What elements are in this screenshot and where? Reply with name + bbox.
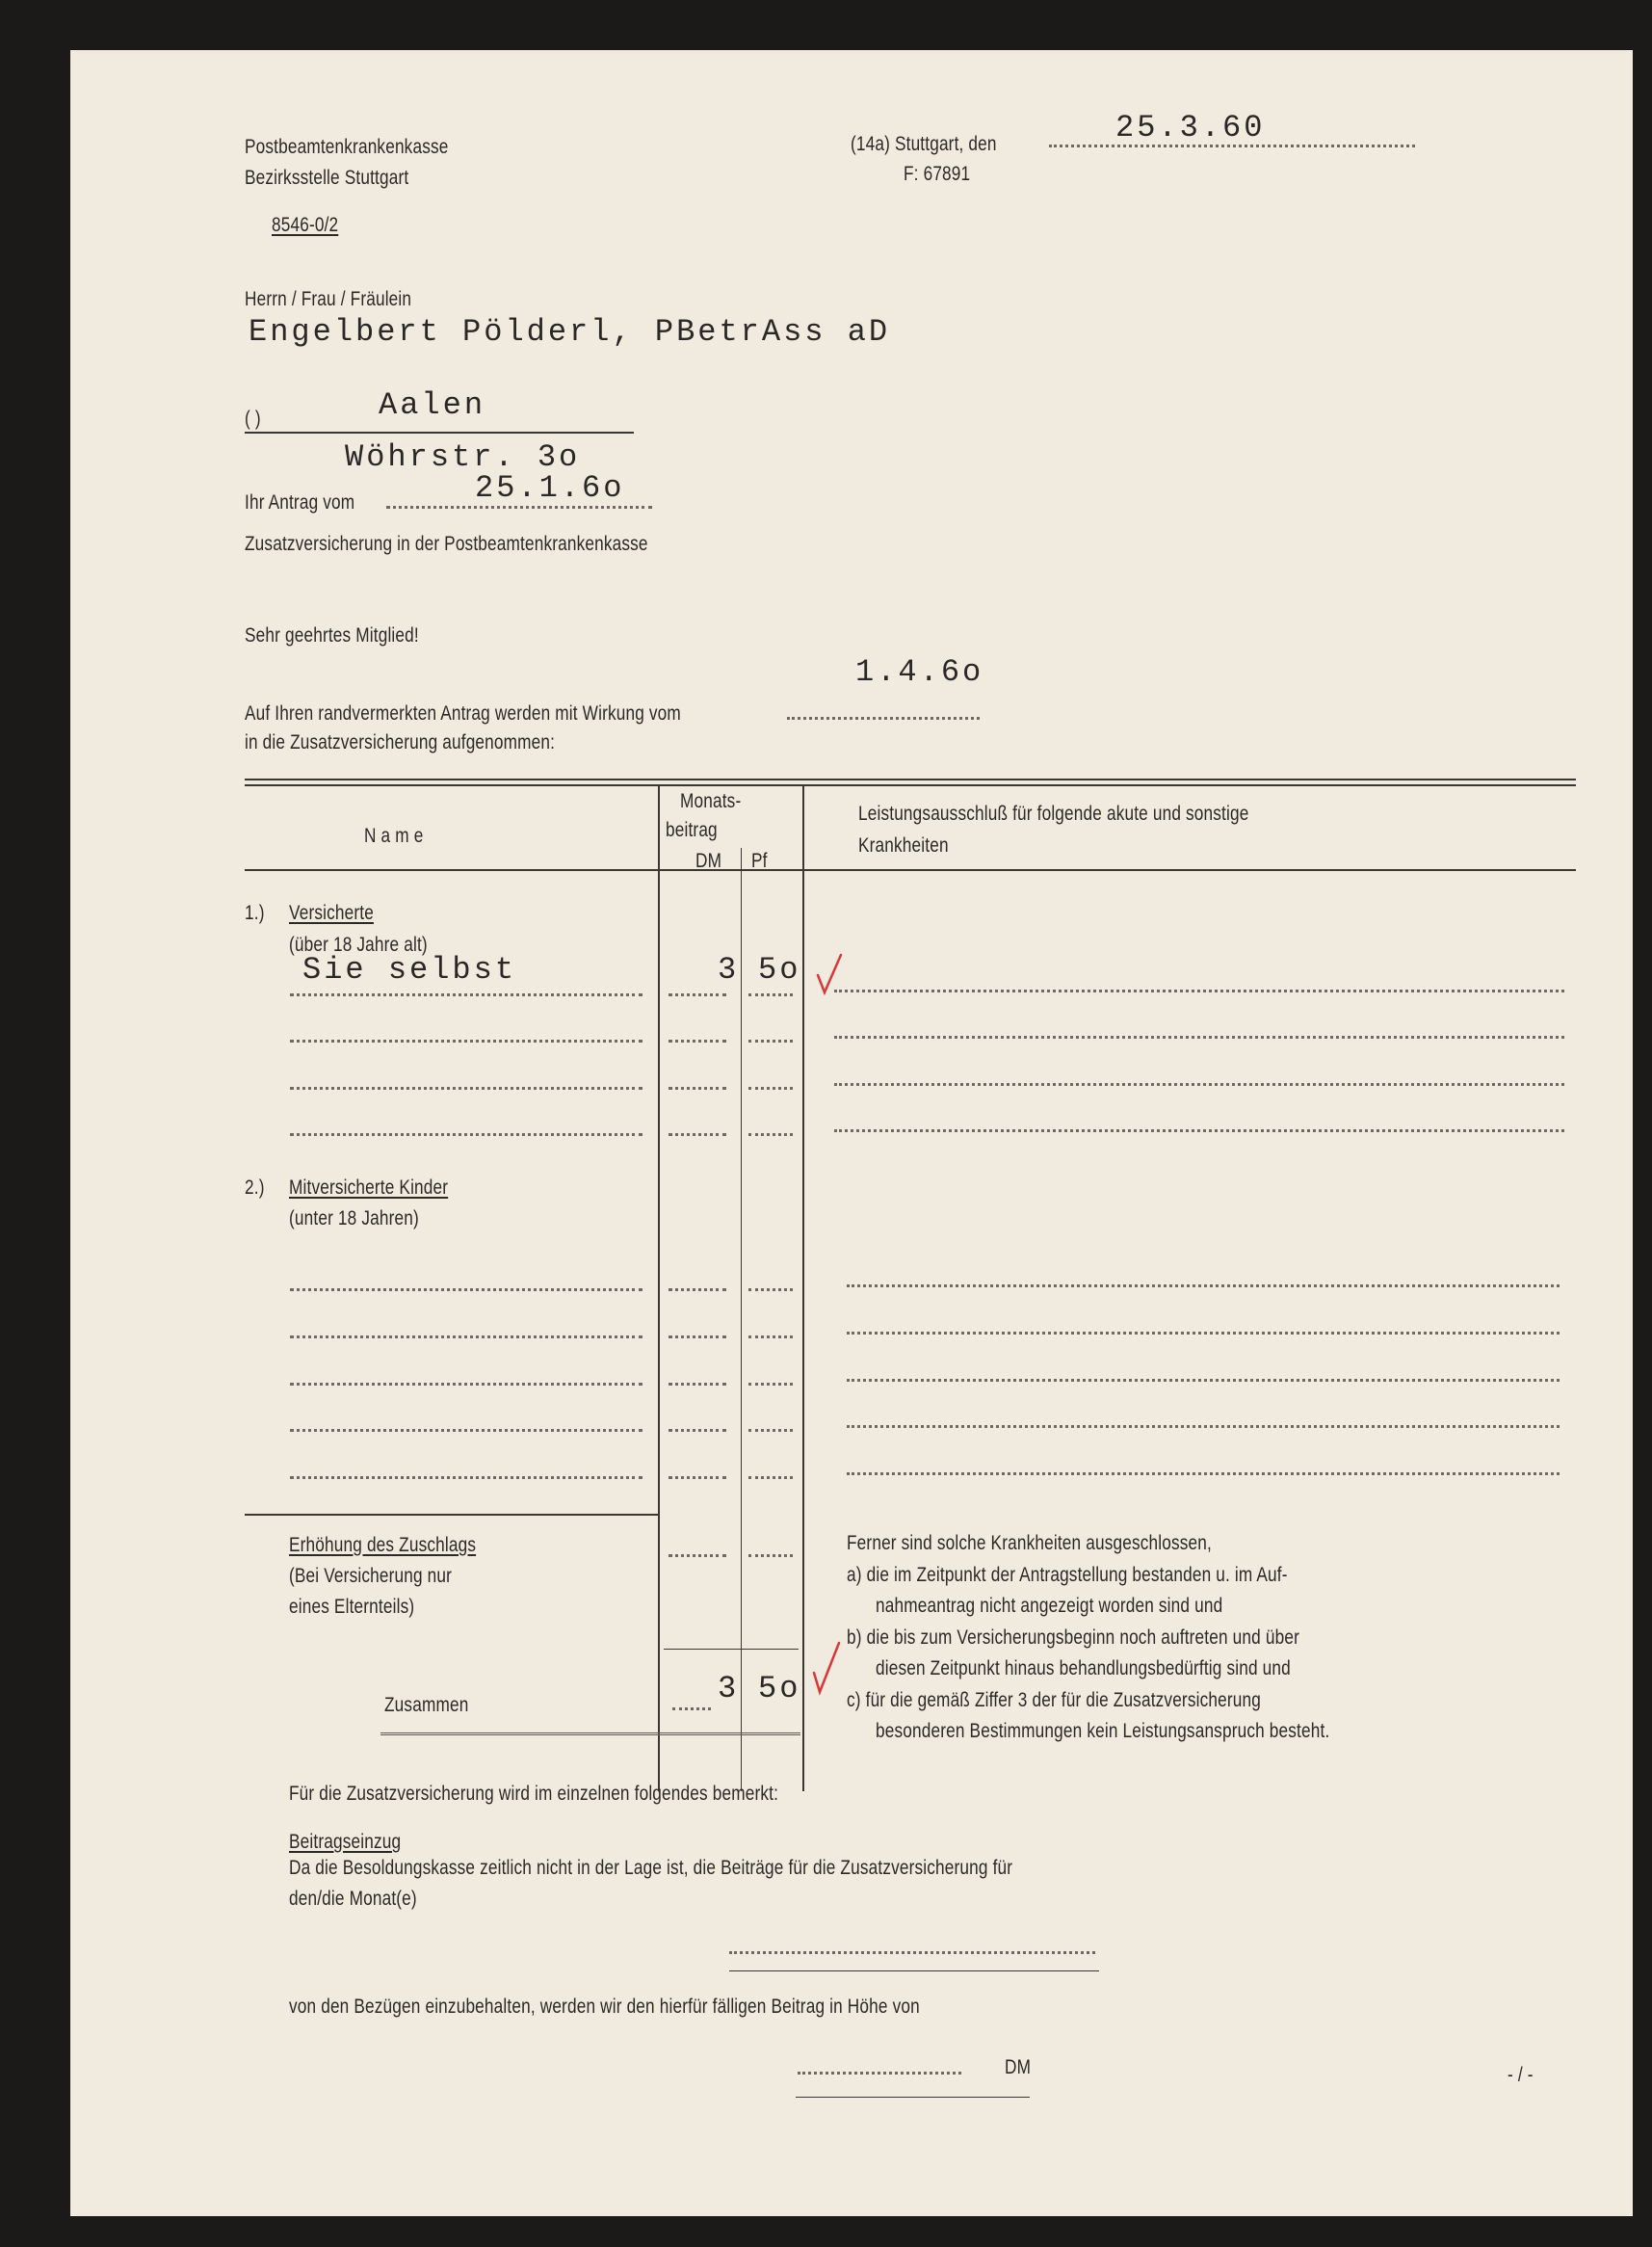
subject-line: Zusatzversicherung in der Postbeamtenkrankenkasse: [245, 533, 648, 555]
col-divider-dm-pf: [741, 848, 742, 1791]
months-dotted-line: [729, 1951, 1095, 1954]
exclusion-line-3: [834, 1083, 1564, 1086]
table-top-rule: [245, 779, 1576, 780]
place-label: (14a) Stuttgart, den: [851, 133, 997, 155]
reference-number: 8546-0/2: [272, 214, 339, 236]
child-dm-line-4: [669, 1429, 726, 1432]
child-name-line-5: [290, 1476, 642, 1479]
surcharge-label-2: (Bei Versicherung nur: [289, 1565, 453, 1587]
insured-dm: 3: [718, 952, 740, 988]
col-monthly-header-2: beitrag: [666, 819, 718, 841]
letter-date: 25.3.60: [1115, 110, 1266, 145]
child-exclusion-line-2: [847, 1332, 1560, 1335]
total-double-rule: [380, 1732, 800, 1735]
col-exclusion-header-1: Leistungsausschluß für folgende akute und sonstige: [858, 803, 1249, 825]
name-line-3: [290, 1087, 642, 1090]
exclusion-text-2: a) die im Zeitpunkt der Antragstellung bestanden u. im Auf-: [847, 1564, 1288, 1586]
section1-title: Versicherte: [289, 902, 374, 924]
section2-note: (unter 18 Jahren): [289, 1207, 419, 1229]
col-name-header: N a m e: [364, 825, 424, 847]
org-name: Postbeamtenkrankenkasse: [245, 136, 449, 158]
child-pf-line-4: [748, 1429, 793, 1432]
table-top-rule-2: [245, 784, 1576, 786]
amount-underline: [796, 2097, 1030, 2098]
child-exclusion-line-5: [847, 1472, 1560, 1475]
amount-dotted-line: [798, 2072, 961, 2075]
child-dm-line-2: [669, 1335, 726, 1338]
dm-line-3: [669, 1087, 726, 1090]
dm-line-1: [669, 993, 726, 996]
exclusion-line-4: [834, 1129, 1564, 1132]
months-underline: [729, 1970, 1099, 1971]
dm-line-2: [669, 1040, 726, 1043]
child-exclusion-line-1: [847, 1284, 1560, 1287]
section2-number: 2.): [245, 1176, 265, 1199]
postal-code-bracket: ( ): [245, 408, 261, 430]
name-line-4: [290, 1133, 642, 1136]
total-pf: 5o: [758, 1671, 801, 1706]
total-dm: 3: [718, 1671, 740, 1706]
exclusion-text-6: c) für die gemäß Ziffer 3 der für die Zusatzversicherung: [847, 1689, 1261, 1711]
section2-title: Mitversicherte Kinder: [289, 1176, 449, 1199]
application-date: 25.1.6o: [475, 470, 625, 506]
phone-number: F: 67891: [904, 163, 971, 185]
recipient-city: Aalen: [379, 387, 486, 423]
insured-name: Sie selbst: [302, 952, 517, 988]
col-divider-2: [802, 784, 804, 1791]
salutation-options: Herrn / Frau / Fräulein: [245, 288, 412, 310]
table-header-rule: [245, 869, 1576, 871]
surcharge-dm-line: [669, 1554, 726, 1557]
remarks-intro: Für die Zusatzversicherung wird im einzelnen folgendes bemerkt:: [289, 1783, 779, 1805]
child-name-line-4: [290, 1429, 642, 1432]
child-pf-line-3: [748, 1383, 793, 1386]
pf-line-2: [748, 1040, 793, 1043]
exclusion-text-5: diesen Zeitpunkt hinaus behandlungsbedürftig sind und: [876, 1657, 1291, 1679]
child-name-line-1: [290, 1288, 642, 1291]
city-underline: [245, 432, 634, 434]
red-check-mark-total: [811, 1640, 842, 1696]
pf-line-3: [748, 1087, 793, 1090]
section1-note: (über 18 Jahre alt): [289, 934, 428, 956]
child-name-line-3: [290, 1383, 642, 1386]
name-line-1: [290, 993, 642, 996]
effective-date: 1.4.6o: [855, 654, 984, 690]
child-name-line-2: [290, 1335, 642, 1338]
pf-line-4: [748, 1133, 793, 1136]
dm-line-4: [669, 1133, 726, 1136]
child-exclusion-line-3: [847, 1379, 1560, 1382]
total-rule: [664, 1649, 799, 1650]
amount-currency: DM: [1005, 2056, 1032, 2078]
child-dm-line-5: [669, 1476, 726, 1479]
name-line-2: [290, 1040, 642, 1043]
remarks-line-2: den/die Monat(e): [289, 1888, 417, 1910]
surcharge-pf-line: [748, 1554, 793, 1557]
col-pf-header: Pf: [751, 850, 768, 872]
exclusion-line-2: [834, 1036, 1564, 1039]
greeting: Sehr geehrtes Mitglied!: [245, 624, 419, 647]
section1-number: 1.): [245, 902, 265, 924]
child-pf-line-2: [748, 1335, 793, 1338]
col-dm-header: DM: [695, 850, 722, 872]
intro-line-1: Auf Ihren randvermerkten Antrag werden mit Wirkung vom: [245, 702, 681, 725]
child-dm-line-3: [669, 1383, 726, 1386]
surcharge-label-1: Erhöhung des Zuschlags: [289, 1534, 477, 1556]
exclusion-line-1: [834, 990, 1564, 992]
page-continuation: - / -: [1508, 2064, 1534, 2086]
org-branch: Bezirksstelle Stuttgart: [245, 167, 409, 189]
surcharge-label-3: eines Elternteils): [289, 1596, 415, 1618]
total-dm-dots: [672, 1707, 711, 1710]
recipient-name: Engelbert Pölderl, PBetrAss aD: [249, 314, 891, 350]
remarks-line-3: von den Bezügen einzubehalten, werden wir den hierfür fälligen Beitrag in Höhe von: [289, 1996, 920, 2018]
child-pf-line-1: [748, 1288, 793, 1291]
remarks-heading: Beitragseinzug: [289, 1831, 402, 1853]
col-monthly-header-1: Monats-: [680, 790, 742, 812]
exclusion-text-7: besonderen Bestimmungen kein Leistungsanspruch besteht.: [876, 1720, 1330, 1742]
exclusion-text-1: Ferner sind solche Krankheiten ausgeschlossen,: [847, 1532, 1212, 1554]
insured-pf: 5o: [758, 952, 801, 988]
intro-line-2: in die Zusatzversicherung aufgenommen:: [245, 731, 556, 753]
total-label: Zusammen: [384, 1694, 469, 1716]
exclusion-text-4: b) die bis zum Versicherungsbeginn noch auftreten und über: [847, 1626, 1299, 1649]
effective-date-line: [787, 717, 980, 720]
col-divider-1: [658, 784, 660, 1791]
application-date-line: [386, 506, 652, 509]
child-dm-line-1: [669, 1288, 726, 1291]
pf-line-1: [748, 993, 793, 996]
remarks-line-1: Da die Besoldungskasse zeitlich nicht in der Lage ist, die Beiträge für die Zusatzversicherung für: [289, 1857, 1013, 1879]
child-pf-line-5: [748, 1476, 793, 1479]
recipient-street: Wöhrstr. 3o: [345, 439, 581, 475]
form-sheet: [70, 50, 1633, 2216]
section-rule: [245, 1514, 659, 1516]
child-exclusion-line-4: [847, 1425, 1560, 1428]
exclusion-text-3: nahmeantrag nicht angezeigt worden sind und: [876, 1595, 1223, 1617]
col-exclusion-header-2: Krankheiten: [858, 834, 949, 857]
application-label: Ihr Antrag vom: [245, 491, 355, 514]
